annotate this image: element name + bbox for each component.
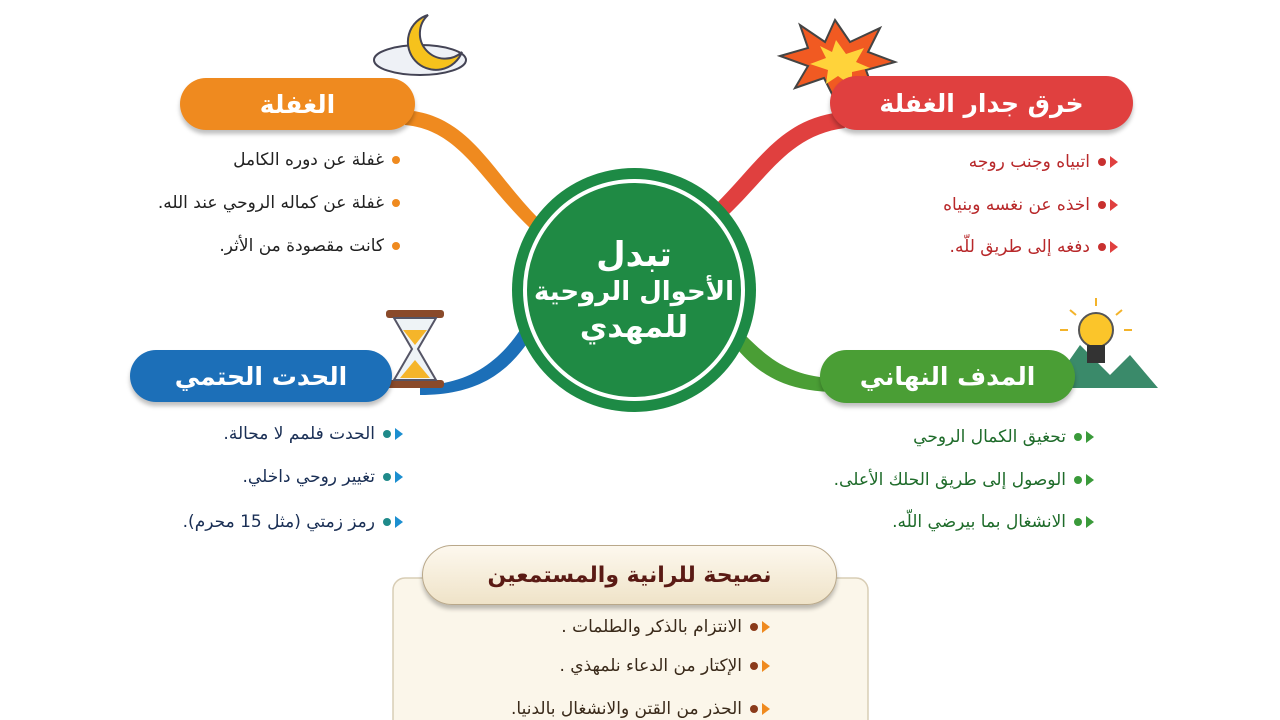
- branch-goal-title: المدف النهاني: [820, 350, 1075, 403]
- center-title-line1: تبدل: [596, 234, 672, 275]
- list-item: اتبياه وجنب روجه: [968, 152, 1090, 172]
- center-title-line3: للمهدي: [579, 309, 689, 345]
- list-item: دفغه إلى طريق للّه.: [949, 237, 1090, 257]
- advice-title: نصيحة للرانية والمستمعين: [422, 545, 837, 605]
- hourglass-icon: [386, 310, 444, 388]
- list-item: غفلة عن كماله الروحي عند الله.: [157, 193, 384, 213]
- list-item: اخذه عن نغسه وبنياه: [943, 195, 1090, 215]
- center-title-line2: الأحوال الروحية: [534, 277, 734, 308]
- list-item: الإكتار من الدعاء نلمهذي .: [559, 656, 742, 676]
- branch-breach-title: خرق جدار الغفلة: [830, 76, 1133, 130]
- list-item: الحذر من القتن والانشغال بالدنيا.: [511, 699, 742, 719]
- list-item: رمز زمتي (مثل 15 محرم).: [182, 512, 375, 532]
- list-item: الانشغال بما بيرضي اللّه.: [892, 512, 1066, 532]
- list-item: غفلة عن دوره الكامل: [233, 150, 384, 170]
- connector-red: [715, 112, 845, 215]
- list-item: تحغيق الكمال الروحي: [913, 427, 1066, 447]
- connector-orange: [405, 110, 540, 228]
- list-item: الوصول إلى طريق الحلك الأعلى.: [833, 470, 1066, 490]
- list-item: الانتزام بالذكر والطلمات .: [561, 617, 742, 637]
- list-item: كانت مقصودة من الأثر.: [219, 236, 384, 256]
- list-item: الحدت فلمم لا محالة.: [223, 424, 375, 444]
- moon-cloud-icon: [374, 15, 466, 75]
- list-item: تغيير روحي داخلي.: [242, 467, 375, 487]
- connector-green: [738, 335, 830, 392]
- branch-ghafla-title: الغفلة: [180, 78, 415, 130]
- branch-destiny-title: الحدت الحتمي: [130, 350, 392, 402]
- central-topic: [512, 168, 756, 412]
